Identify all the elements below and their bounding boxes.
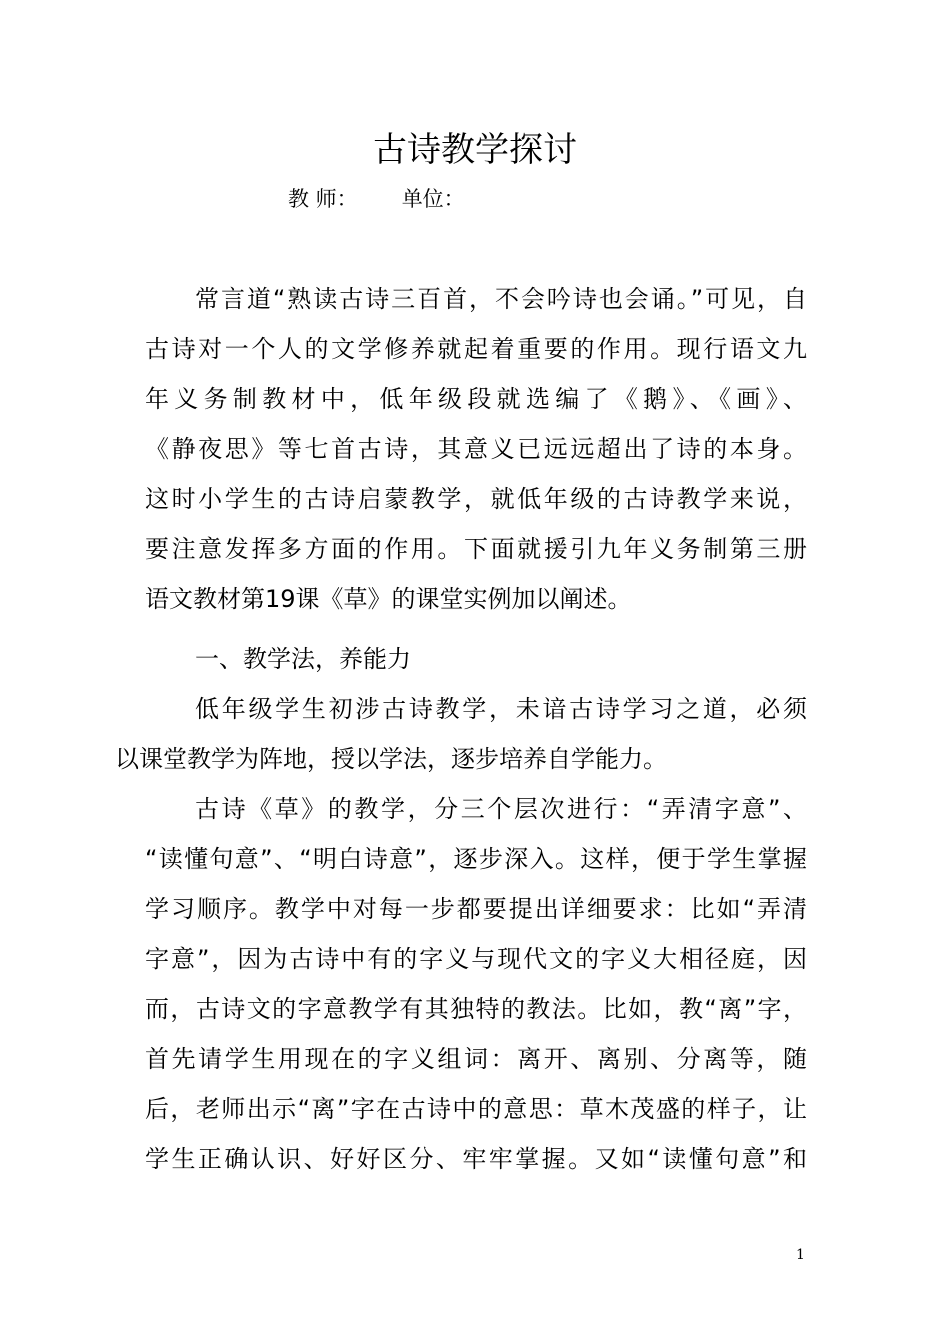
paragraph-example [145,784,807,1184]
section-heading: 一、教学法，养能力 [195,645,411,673]
text-line: “读懂句意”、“明白诗意”，逐步深入。这样，便于学生掌握 [145,845,807,873]
text-line: 低年级学生初涉古诗教学，未谙古诗学习之道，必须 [195,695,807,723]
unit-label: 单位： [401,187,465,211]
text-line: 《静夜思》等七首古诗，其意义已远远超出了诗的本身。 [145,435,807,463]
text-line: 以课堂教学为阵地，授以学法，逐步培养自学能力。 [115,745,667,773]
document-body [115,274,807,1184]
text-line: 年义务制教材中，低年级段就选编了《鹅》、《画》、 [145,385,807,413]
text-line: 常言道“熟读古诗三百首，不会吟诗也会诵。”可见，自 [195,285,807,313]
byline [288,183,465,215]
text-line: 这时小学生的古诗启蒙教学，就低年级的古诗教学来说， [145,485,807,513]
text-line: 后，老师出示“离”字在古诗中的意思：草木茂盛的样子，让 [145,1095,807,1123]
text-line: 首先请学生用现在的字义组词：离开、离别、分离等，随 [145,1045,807,1073]
text-line: 古诗对一个人的文学修养就起着重要的作用。现行语文九 [145,335,807,363]
page-number: 1 [796,1247,805,1263]
text-line: 学生正确认识、好好区分、牢牢掌握。又如“读懂句意”和 [145,1145,807,1173]
text-line: 语文教材第19课《草》的课堂实例加以阐述。 [145,585,632,613]
document-title: 古诗教学探讨 [373,130,577,170]
paragraph-intro [145,274,807,624]
teacher-label: 教 师： [288,187,358,211]
text-line: 学习顺序。教学中对每一步都要提出详细要求：比如“弄清 [145,895,807,923]
text-line: 要注意发挥多方面的作用。下面就援引九年义务制第三册 [145,535,807,563]
text-line: 字意”，因为古诗中有的字义与现代文的字义大相径庭，因 [145,945,807,973]
text-line: 而，古诗文的字意教学有其独特的教法。比如，教“离”字， [145,995,807,1023]
paragraph-method [115,684,807,784]
text-line: 古诗《草》的教学，分三个层次进行：“弄清字意”、 [195,795,807,823]
